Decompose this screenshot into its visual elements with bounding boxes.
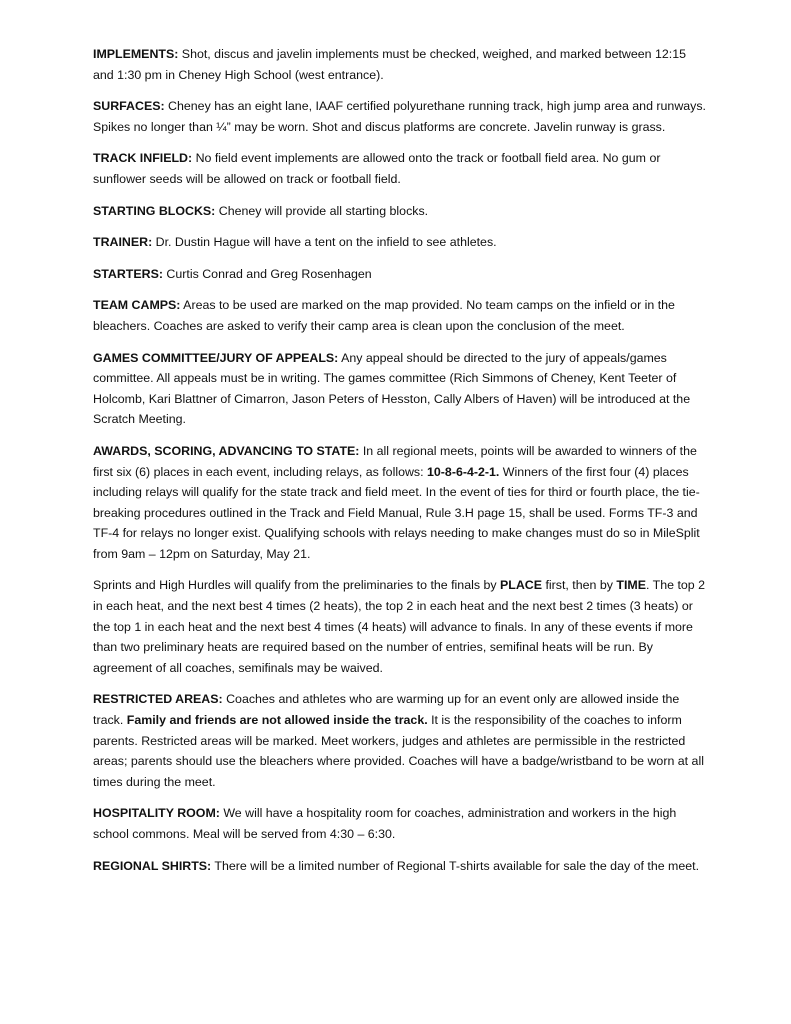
hospitality-heading: HOSPITALITY ROOM: [93, 806, 220, 821]
hospitality-paragraph [93, 803, 707, 844]
track-infield-text: No field event implements are allowed onto the track or football field area. No gum or sunflower seeds will be allowed on track or football field. [93, 151, 661, 186]
regional-shirts-heading: REGIONAL SHIRTS: [93, 858, 212, 873]
team-camps-heading: TEAM CAMPS: [93, 298, 181, 313]
implements-heading: IMPLEMENTS: [93, 47, 179, 61]
awards-paragraph [93, 441, 707, 565]
restricted-areas-text-2: It is the responsibility of the coaches to inform parents. Restricted areas will be marked. Meet workers, judges and athletes are permissible in the restricted areas; parents should use the bleachers where provided. Coaches will have a badge/wristband to be worn at all times during the meet. [93, 713, 704, 789]
games-committee-paragraph [93, 348, 707, 430]
implements-paragraph [93, 44, 707, 85]
awards-points: 10-8-6-4-2-1. [427, 464, 500, 479]
sprints-paragraph [93, 575, 707, 678]
team-camps-text: Areas to be used are marked on the map provided. No team camps on the infield or in the bleachers. Coaches are asked to verify their camp area is clean upon the conclusion of the meet. [93, 298, 675, 333]
track-infield-heading: TRACK INFIELD: [93, 151, 193, 166]
surfaces-heading: SURFACES: [93, 99, 165, 114]
sprints-text-3: . The top 2 in each heat, and the next best 4 times (2 heats), the top 2 in each heat and the next best 2 times (3 heats) or the top 1 in each heat and the next best 4 times (4 heats) will advance to finals. In any of these events if more than two preliminary heats are required based on the number of entries, semifinal heats will be run. By agreement of all coaches, semifinals may be waived. [93, 578, 706, 675]
track-infield-paragraph [93, 148, 707, 189]
trainer-heading: TRAINER: [93, 235, 153, 250]
surfaces-text: Cheney has an eight lane, IAAF certified polyurethane running track, high jump area and runways. Spikes no longer than ¼” may be worn. Shot and discus platforms are concrete. Javelin runway is grass. [93, 99, 706, 134]
games-committee-heading: GAMES COMMITTEE/JURY OF APPEALS: [93, 350, 339, 365]
surfaces-paragraph [93, 96, 707, 137]
regional-shirts-text: There will be a limited number of Regional T-shirts available for sale the day of the meet. [211, 858, 700, 873]
regional-shirts-paragraph [93, 856, 707, 877]
starters-paragraph [93, 264, 707, 285]
starting-blocks-text: Cheney will provide all starting blocks. [215, 203, 429, 218]
starting-blocks-paragraph [93, 201, 707, 222]
sprints-text-1: Sprints and High Hurdles will qualify from the preliminaries to the finals by [93, 578, 501, 593]
team-camps-paragraph [93, 295, 707, 336]
restricted-areas-heading: RESTRICTED AREAS: [93, 692, 223, 707]
restricted-areas-paragraph [93, 689, 707, 792]
awards-heading: AWARDS, SCORING, ADVANCING TO STATE: [93, 443, 360, 458]
games-committee-text: Any appeal should be directed to the jury of appeals/games committee. All appeals must be in writing. The games committee (Rich Simmons of Cheney, Kent Teeter of Holcomb, Kari Blattner of Cimarron, Jason Peters of Hesston, Cally Albers of Haven) will be introduced at the Scratch Meeting. [93, 350, 691, 427]
awards-text-2: Winners of the first four (4) places including relays will qualify for the state track and field meet. In the event of ties for third or fourth place, the tie-breaking procedures outlined in the Track and Field Manual, Rule 3.H page 15, shall be used. Forms TF-3 and TF-4 for relays no longer exist. Qualifying schools with relays needing to make changes must do so in MileSplit from 9am – 12pm on Saturday, May 21. [93, 464, 700, 561]
trainer-text: Dr. Dustin Hague will have a tent on the infield to see athletes. [152, 235, 497, 250]
sprints-time: TIME [616, 578, 646, 593]
restricted-areas-notice: Family and friends are not allowed inside the track. [126, 713, 428, 728]
trainer-paragraph [93, 232, 707, 253]
sprints-text-2: first, then by [542, 578, 617, 593]
sprints-place: PLACE [500, 578, 543, 593]
starters-heading: STARTERS: [93, 266, 163, 281]
starting-blocks-heading: STARTING BLOCKS: [93, 203, 216, 218]
hospitality-text: We will have a hospitality room for coaches, administration and workers in the high school commons. Meal will be served from 4:30 – 6:30. [93, 806, 677, 841]
restricted-areas-text-1: Coaches and athletes who are warming up for an event only are allowed inside the track. [93, 692, 680, 728]
implements-text: Shot, discus and javelin implements must be checked, weighed, and marked between 12:15 and 1:30 pm in Cheney High School (west entrance). [93, 47, 686, 82]
awards-text-1: In all regional meets, points will be awarded to winners of the first six (6) places in each event, including relays, as follows: [93, 443, 697, 479]
document-page [93, 44, 707, 887]
starters-text: Curtis Conrad and Greg Rosenhagen [162, 266, 372, 281]
